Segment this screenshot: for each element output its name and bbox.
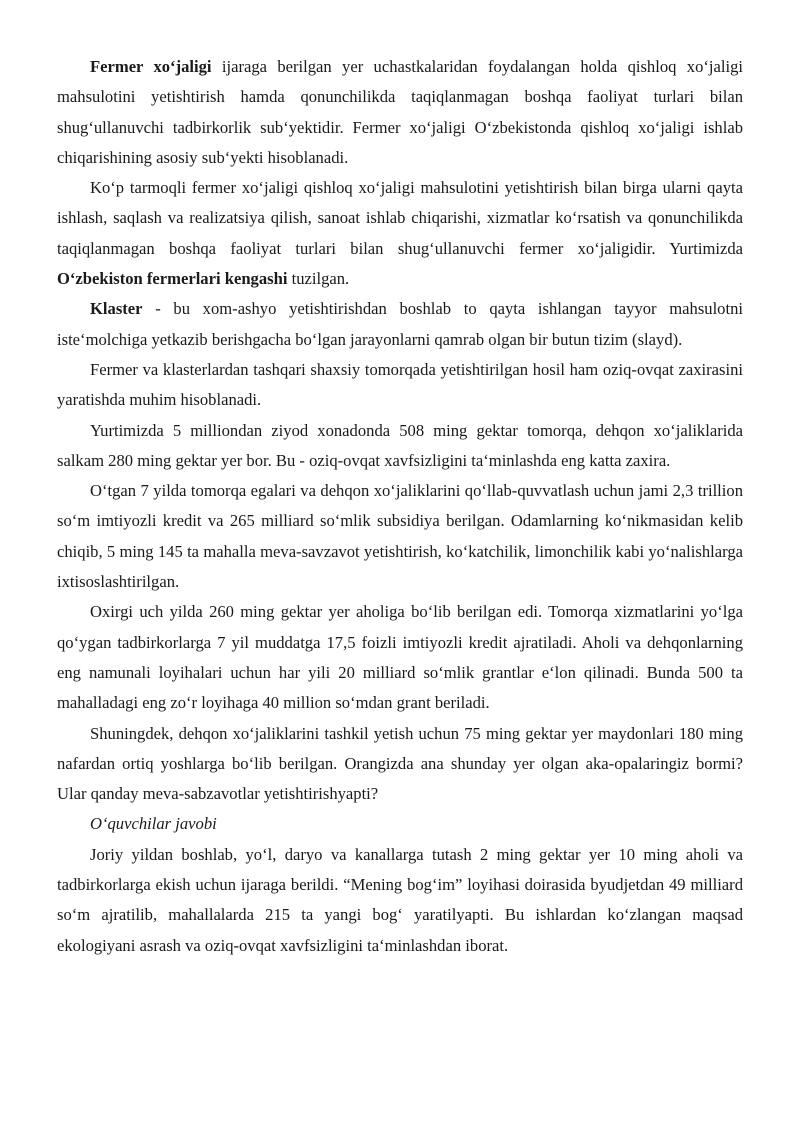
- term-klaster: Klaster: [90, 299, 143, 319]
- paragraph-text: Shuningdek, dehqon xo‘jaliklarini tashkil yetish uchun 75 ming gektar yer maydonlari 180 ming nafardan ortiq yoshlarga bo‘lib berilgan. Orangizda ana shunday yer olgan aka-opalaringiz bormi? Ular qanday meva-sabzavotlar yetishtirishyapti?: [57, 723, 743, 804]
- term-fermerlar-kengashi: O‘zbekiston fermerlari kengashi: [57, 269, 288, 289]
- document-page: [57, 52, 743, 961]
- paragraph-text: Oxirgi uch yilda 260 ming gektar yer aholiga bo‘lib berilgan edi. Tomorqa xizmatlarini yo‘lga qo‘ygan tadbirkorlarga 7 yil muddatga 17,5 foizli imtiyozli kredit ajratiladi. Aholi va dehqonlarning eng namunali loyihalari uchun har yili 20 milliard so‘mlik grantlar e‘lon qilinadi. Bunda 500 ta mahalladagi eng zo‘r loyihaga 40 million so‘mdan grant beriladi.: [57, 602, 743, 713]
- paragraph-oquvchilar-javobi: [57, 809, 743, 839]
- term-fermer-xojaligi: Fermer xo‘jaligi: [90, 57, 212, 76]
- paragraph-text: Ko‘p tarmoqli fermer xo‘jaligi qishloq xo‘jaligi mahsulotini yetishtirish bilan birga ularni qayta ishlash, saqlash va realizatsiya qilish, sanoat ishlab chiqarishi, xizmatlar ko‘rsatish va qonunchilikda taqiqlanmagan boshqa faoliyat turlari bilan shug‘ullanuvchi fermer xo‘jaligidir. Yurtimizda: [57, 178, 743, 258]
- paragraph-otgan-7-yilda: [57, 476, 743, 597]
- paragraph-joriy-yildan: [57, 840, 743, 961]
- paragraph-text: ijaraga berilgan yer uchastkalaridan foydalangan holda qishloq xo‘jaligi mahsulotini yetishtirish hamda qonunchilikda taqiqlanmagan boshqa faoliyat turlari bilan shug‘ullanuvchi tadbirkorlik sub‘yektidir. Fermer xo‘jaligi O‘zbekistonda qishloq xo‘jaligi ishlab chiqarishining asosiy sub‘yekti hisoblanadi.: [57, 57, 743, 167]
- italic-note: O‘quvchilar javobi: [90, 814, 217, 834]
- paragraph-shuningdek: [57, 719, 743, 810]
- paragraph-oxirgi-uch-yilda: [57, 597, 743, 718]
- paragraph-text-end: tuzilgan.: [287, 269, 350, 289]
- paragraph-fermer-xojaligi: [57, 52, 743, 173]
- paragraph-text: Joriy yildan boshlab, yo‘l, daryo va kanallarga tutash 2 ming gektar yer 10 ming aholi va tadbirkorlarga ekish uchun ijaraga berildi. “Mening bog‘im” loyihasi doirasida byudjetdan 49 milliard so‘m ajratilib, mahallalarda 215 ta yangi bog‘ yaratilyapti. Bu ishlardan ko‘zlangan maqsad ekologiyani asrash va oziq-ovqat xavfsizligini ta‘minlashdan iborat.: [57, 844, 743, 955]
- paragraph-klaster: [57, 294, 743, 355]
- paragraph-yurtimizda: [57, 416, 743, 477]
- paragraph-text: Yurtimizda 5 milliondan ziyod xonadonda 508 ming gektar tomorqa, dehqon xo‘jaliklarida salkam 280 ming gektar yer bor. Bu - oziq-ovqat xavfsizligini ta‘minlashda eng katta zaxira.: [57, 420, 743, 470]
- paragraph-text: - bu xom-ashyo yetishtirishdan boshlab to qayta ishlangan tayyor mahsulotni iste‘molchiga yetkazib berishgacha bo‘lgan jarayonlarni qamrab olgan bir butun tizim (slayd).: [57, 299, 743, 349]
- paragraph-text: O‘tgan 7 yilda tomorqa egalari va dehqon xo‘jaliklarini qo‘llab-quvvatlash uchun jami 2,3 trillion so‘m imtiyozli kredit va 265 milliard so‘mlik subsidiya berilgan. Odamlarning ko‘nikmasidan kelib chiqib, 5 ming 145 ta mahalla meva-savzavot yetishtirish, ko‘katchilik, limonchilik kabi yo‘nalishlarga ixtisoslashtirilgan.: [57, 481, 743, 592]
- paragraph-tomorqa: [57, 355, 743, 416]
- paragraph-text: Fermer va klasterlardan tashqari shaxsiy tomorqada yetishtirilgan hosil ham oziq-ovqat zaxirasini yaratishda muhim hisoblanadi.: [57, 359, 743, 410]
- paragraph-kop-tarmoqli: [57, 173, 743, 294]
